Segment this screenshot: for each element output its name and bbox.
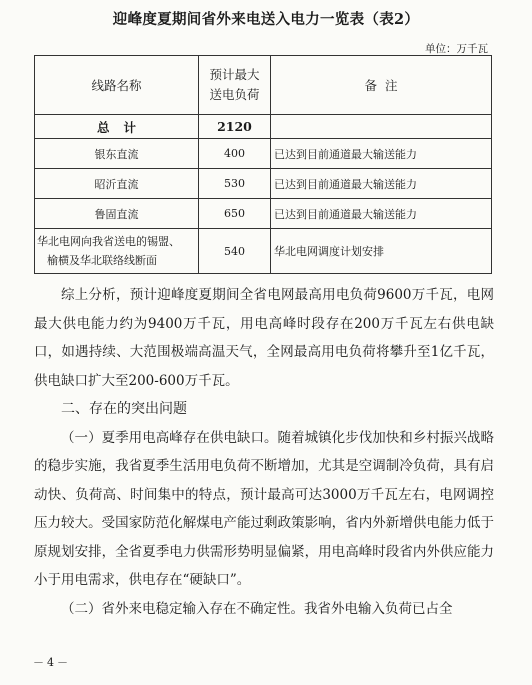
paragraph-summary: 综上分析，预计迎峰度夏期间全省电网最高用电负荷9600万千瓦，电网最大供电能力约为9400万千瓦，用电高峰时段存在200万千瓦左右供电缺口，如遇持续、大范围极端高温天气，全网最高用电负荷将攀升至1亿千瓦，供电缺口扩大至200-600万千瓦。: [34, 287, 494, 389]
header-max-load: [199, 56, 271, 115]
line-note: 已达到目前通道最大输送能力: [271, 169, 492, 199]
table-row: [35, 139, 492, 169]
line-name-part1: 华北电网向我省送电的锡盟、: [37, 235, 180, 248]
table-row: [35, 229, 492, 274]
line-note: 已达到目前通道最大输送能力: [271, 199, 492, 229]
header-line-name: 线路名称: [35, 56, 199, 115]
table-row: [35, 169, 492, 199]
header-note: 备 注: [271, 56, 492, 115]
line-name: 银东直流: [35, 139, 199, 169]
header-max-load-line2: 送电负荷: [209, 87, 260, 102]
line-name-part2: 榆横及华北联络线断面: [47, 254, 157, 267]
page-title: 迎峰度夏期间省外来电送入电力一览表（表2）: [112, 11, 420, 28]
line-value: 400: [199, 139, 271, 169]
table-row: [35, 199, 492, 229]
line-note: 已达到目前通道最大输送能力: [271, 139, 492, 169]
unit-label: 单位：万千瓦: [425, 43, 488, 55]
header-max-load-line1: 预计最大: [209, 67, 260, 82]
power-table: [34, 55, 492, 274]
paragraph-issue-1: （一）夏季用电高峰存在供电缺口。随着城镇化步伐加快和乡村振兴战略的稳步实施，我省夏季生活用电负荷不断增加，尤其是空调制冷负荷，具有启动快、负荷高、时间集中的特点，预计最高可达3000万千瓦左右，电网调控压力较大。受国家防范化解煤电产能过剩政策影响，省内外新增供电能力低于原规划安排，全省夏季电力供需形势明显偏紧，用电高峰时段省内外供应能力小于用电需求，供电存在“硬缺口”。: [34, 429, 494, 588]
total-label: 总计: [35, 115, 199, 139]
paragraph-issue-2: （二）省外来电稳定输入存在不确定性。我省外电输入负荷已占全: [61, 600, 453, 617]
line-name: 鲁固直流: [35, 199, 199, 229]
table-total-row: [35, 115, 492, 139]
line-name: [35, 229, 199, 274]
total-note: [271, 115, 492, 139]
table-header-row: [35, 56, 492, 115]
total-value: 2120: [199, 115, 271, 139]
section-heading: 二、存在的突出问题: [61, 401, 187, 417]
page-number: －4－: [33, 656, 71, 669]
line-note: 华北电网调度计划安排: [271, 229, 492, 274]
line-value: 540: [199, 229, 271, 274]
line-value: 650: [199, 199, 271, 229]
body-text: [34, 281, 494, 623]
line-name: 昭沂直流: [35, 169, 199, 199]
line-value: 530: [199, 169, 271, 199]
